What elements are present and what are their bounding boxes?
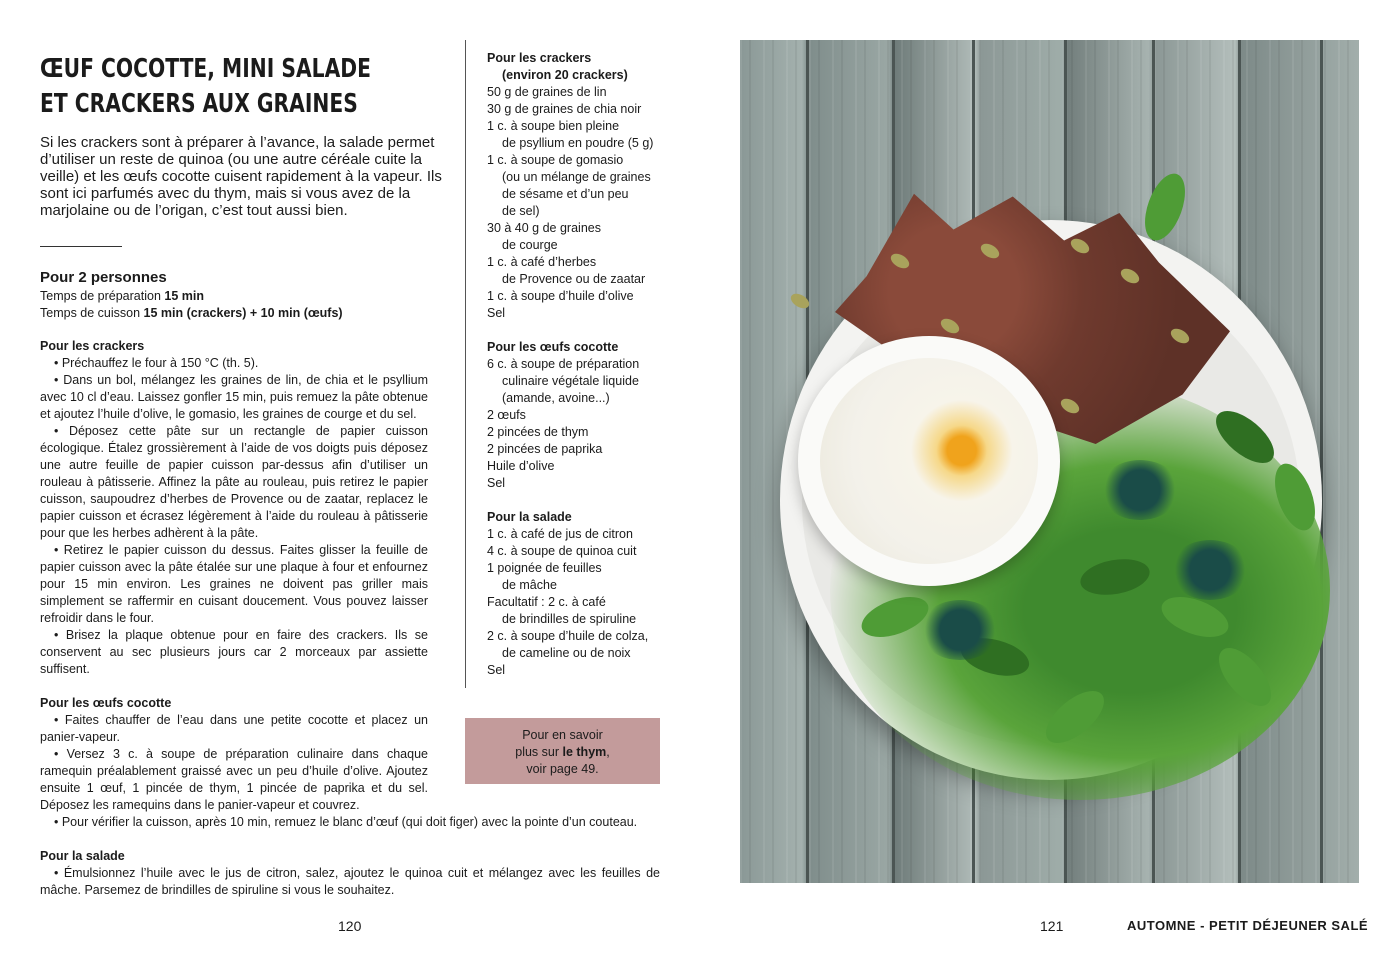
column-divider [465, 40, 466, 688]
recipe-intro: Si les crackers sont à préparer à l’avance, la salade permet d’utiliser un reste de quinoa (ou une autre céréale cuite la veille) et les œufs cocotte cuisent rapidement à la vapeur. Ils sont ici parfumés avec du thym, mais si vous avez de la marjolaine ou de l’origan, c’est tout aussi bien. [40, 134, 442, 219]
servings-block [40, 268, 460, 322]
ingredient-line: 2 pincées de paprika [487, 442, 603, 456]
ingredient-line: de sésame et d’un peu [502, 187, 629, 201]
ingredient-line: Sel [487, 306, 506, 320]
ingredient-item [487, 84, 687, 101]
ingredient-item [487, 118, 687, 152]
ingredients-group-title: Pour les œufs cocotte [487, 340, 619, 354]
ingredient-item [487, 662, 687, 679]
method-section-title: Pour les crackers [40, 339, 145, 353]
ingredient-item [487, 152, 687, 220]
ingredient-line: 1 c. à café de jus de citron [487, 527, 633, 541]
spirulina [920, 600, 1000, 660]
method-step: • Déposez cette pâte sur un rectangle de papier cuisson écologique. Étalez grossièrement à l’aide de vos doigts puis déposez une autre feuille de papier cuisson par-dessus afin d’utiliser un rouleau à pâtisserie. Affinez la pâte au rouleau, puis retirez le papier cuisson, saupoudrez d’herbes de Provence ou de zaatar, replacez le papier cuisson et écrasez légèrement à l’aide du rouleau à pâtisserie pour que les herbes adhèrent à la pâte. [40, 424, 428, 540]
ingredient-line: de psyllium en poudre (5 g) [502, 136, 654, 150]
ingredient-line: 1 c. à soupe d’huile d’olive [487, 289, 634, 303]
see-also-line-2 [465, 744, 660, 761]
ingredient-item [487, 628, 687, 662]
ingredient-line: 2 c. à soupe d’huile de colza, [487, 629, 649, 643]
ingredient-line: Sel [487, 663, 506, 677]
method-step: • Versez 3 c. à soupe de préparation culinaire dans chaque ramequin préalablement graissé avec un peu d’huile d’olive. Ajoutez ensuite 1 œuf, 1 pincée de thym, 1 pincée de paprika et du sel. Déposez les ramequins dans le panier-vapeur et couvrez. [40, 747, 428, 812]
ingredient-item [487, 441, 687, 458]
recipe-title [40, 52, 371, 122]
ingredient-item [487, 407, 687, 424]
ingredient-item [487, 560, 687, 594]
see-also-prefix: plus sur [515, 745, 563, 759]
cook-time-value: 15 min (crackers) + 10 min (œufs) [143, 306, 343, 320]
ingredient-line: de cameline ou de noix [502, 646, 631, 660]
ingredient-item [487, 288, 687, 305]
lettuce-leaf [1137, 168, 1193, 245]
ingredient-line: culinaire végétale liquide [502, 374, 639, 388]
egg-cocotte [820, 358, 1038, 564]
ingredient-item [487, 594, 687, 628]
spirulina [1100, 460, 1180, 520]
page-number-right: 121 [1040, 918, 1064, 934]
method-salad [40, 848, 660, 899]
ingredient-list [487, 356, 687, 492]
ingredients-eggs [487, 339, 687, 492]
ingredients-salad [487, 509, 687, 679]
ingredient-line: (ou un mélange de graines [502, 170, 651, 184]
method-section-title: Pour les œufs cocotte [40, 696, 172, 710]
ingredient-line: 2 pincées de thym [487, 425, 589, 439]
ingredient-line: 30 g de graines de chia noir [487, 102, 642, 116]
ingredient-item [487, 543, 687, 560]
method-step: • Pour vérifier la cuisson, après 10 min, remuez le blanc d’œuf (qui doit figer) avec la pointe d’un couteau. [54, 815, 638, 829]
ingredient-item [487, 101, 687, 118]
ingredient-line: Sel [487, 476, 506, 490]
method-step: • Faites chauffer de l’eau dans une petite cocotte et placez un panier-vapeur. [40, 713, 428, 744]
ingredient-line: 2 œufs [487, 408, 526, 422]
servings-heading: Pour 2 personnes [40, 269, 167, 286]
see-also-box [465, 718, 660, 784]
method-step: • Émulsionnez l’huile avec le jus de citron, salez, ajoutez le quinoa cuit et mélangez avec les feuilles de mâche. Parsemez de brindilles de spiruline si vous le souhaitez. [40, 866, 660, 897]
ingredient-line: de brindilles de spiruline [502, 612, 637, 626]
dish-photo [740, 40, 1359, 883]
ingredient-line: 50 g de graines de lin [487, 85, 607, 99]
spirulina [1170, 540, 1250, 600]
prep-time [40, 288, 460, 305]
ingredients [487, 50, 687, 696]
see-also-topic: le thym [562, 745, 607, 759]
ingredient-list [487, 526, 687, 679]
ingredient-item [487, 305, 687, 322]
ingredient-line: 1 poignée de feuilles [487, 561, 602, 575]
right-page [700, 0, 1400, 958]
ingredients-group-title: Pour la salade [487, 510, 572, 524]
method-step: • Dans un bol, mélangez les graines de lin, de chia et le psyllium avec 10 cl d’eau. Laissez gonfler 15 min, puis remuez la pâte obtenue et ajoutez l’huile d’olive, le gomasio, les graines de courge et du sel. [40, 373, 428, 421]
see-also-comma: , [606, 745, 610, 759]
see-also-line-1: Pour en savoir [522, 728, 603, 742]
ingredient-item [487, 424, 687, 441]
ingredient-line: de Provence ou de zaatar [502, 272, 646, 286]
ingredient-line: de courge [502, 238, 558, 252]
method-step: • Brisez la plaque obtenue pour en faire des crackers. Ils se conservent au sec plusieurs jours car 2 morceaux par assiette suffisent. [40, 628, 428, 676]
ingredient-line: Huile d’olive [487, 459, 555, 473]
recipe-title-line-1: ŒUF COCOTTE, MINI SALADE [40, 54, 371, 84]
ingredient-item [487, 356, 687, 407]
ingredient-item [487, 220, 687, 254]
see-also-line-3: voir page 49. [526, 762, 599, 776]
ingredient-item [487, 458, 687, 475]
cook-time-label: Temps de cuisson [40, 306, 144, 320]
prep-time-label: Temps de préparation [40, 289, 165, 303]
ingredient-list [487, 84, 687, 322]
ingredient-item [487, 526, 687, 543]
ingredient-line: Facultatif : 2 c. à café [487, 595, 606, 609]
ingredient-line: 1 c. à soupe bien pleine [487, 119, 620, 133]
ingredient-line: de mâche [502, 578, 557, 592]
ingredient-line: 6 c. à soupe de préparation [487, 357, 640, 371]
ingredient-line: (amande, avoine...) [502, 391, 610, 405]
ingredient-line: 1 c. à café d’herbes [487, 255, 597, 269]
ingredient-line: de sel) [502, 204, 540, 218]
plank-gap [1320, 40, 1323, 883]
ingredients-group-title: Pour les crackers [487, 51, 592, 65]
method-step: • Préchauffez le four à 150 °C (th. 5). [54, 356, 259, 370]
method-section-title: Pour la salade [40, 849, 125, 863]
ingredients-crackers [487, 50, 687, 322]
running-head: AUTOMNE - PETIT DÉJEUNER SALÉ [1127, 918, 1369, 933]
method-crackers [40, 338, 428, 678]
prep-time-value: 15 min [164, 289, 204, 303]
ingredient-item [487, 254, 687, 288]
cook-time [40, 305, 460, 322]
ingredient-line: 30 à 40 g de graines [487, 221, 601, 235]
page-number-left: 120 [338, 918, 362, 934]
ingredient-line: 1 c. à soupe de gomasio [487, 153, 624, 167]
ingredient-item [487, 475, 687, 492]
ingredients-group-subtitle: (environ 20 crackers) [502, 68, 628, 82]
method-step: • Retirez le papier cuisson du dessus. Faites glisser la feuille de papier cuisson avec la pâte étalée sur une plaque à four et enfournez pour 15 min environ. Les graines ne doivent pas griller mais simplement se raffermir en cuisant doucement. Vous pouvez laisser refroidir dans le four. [40, 543, 428, 625]
recipe-title-line-2: ET CRACKERS AUX GRAINES [40, 89, 358, 119]
ingredient-line: 4 c. à soupe de quinoa cuit [487, 544, 637, 558]
intro-divider [40, 246, 122, 247]
